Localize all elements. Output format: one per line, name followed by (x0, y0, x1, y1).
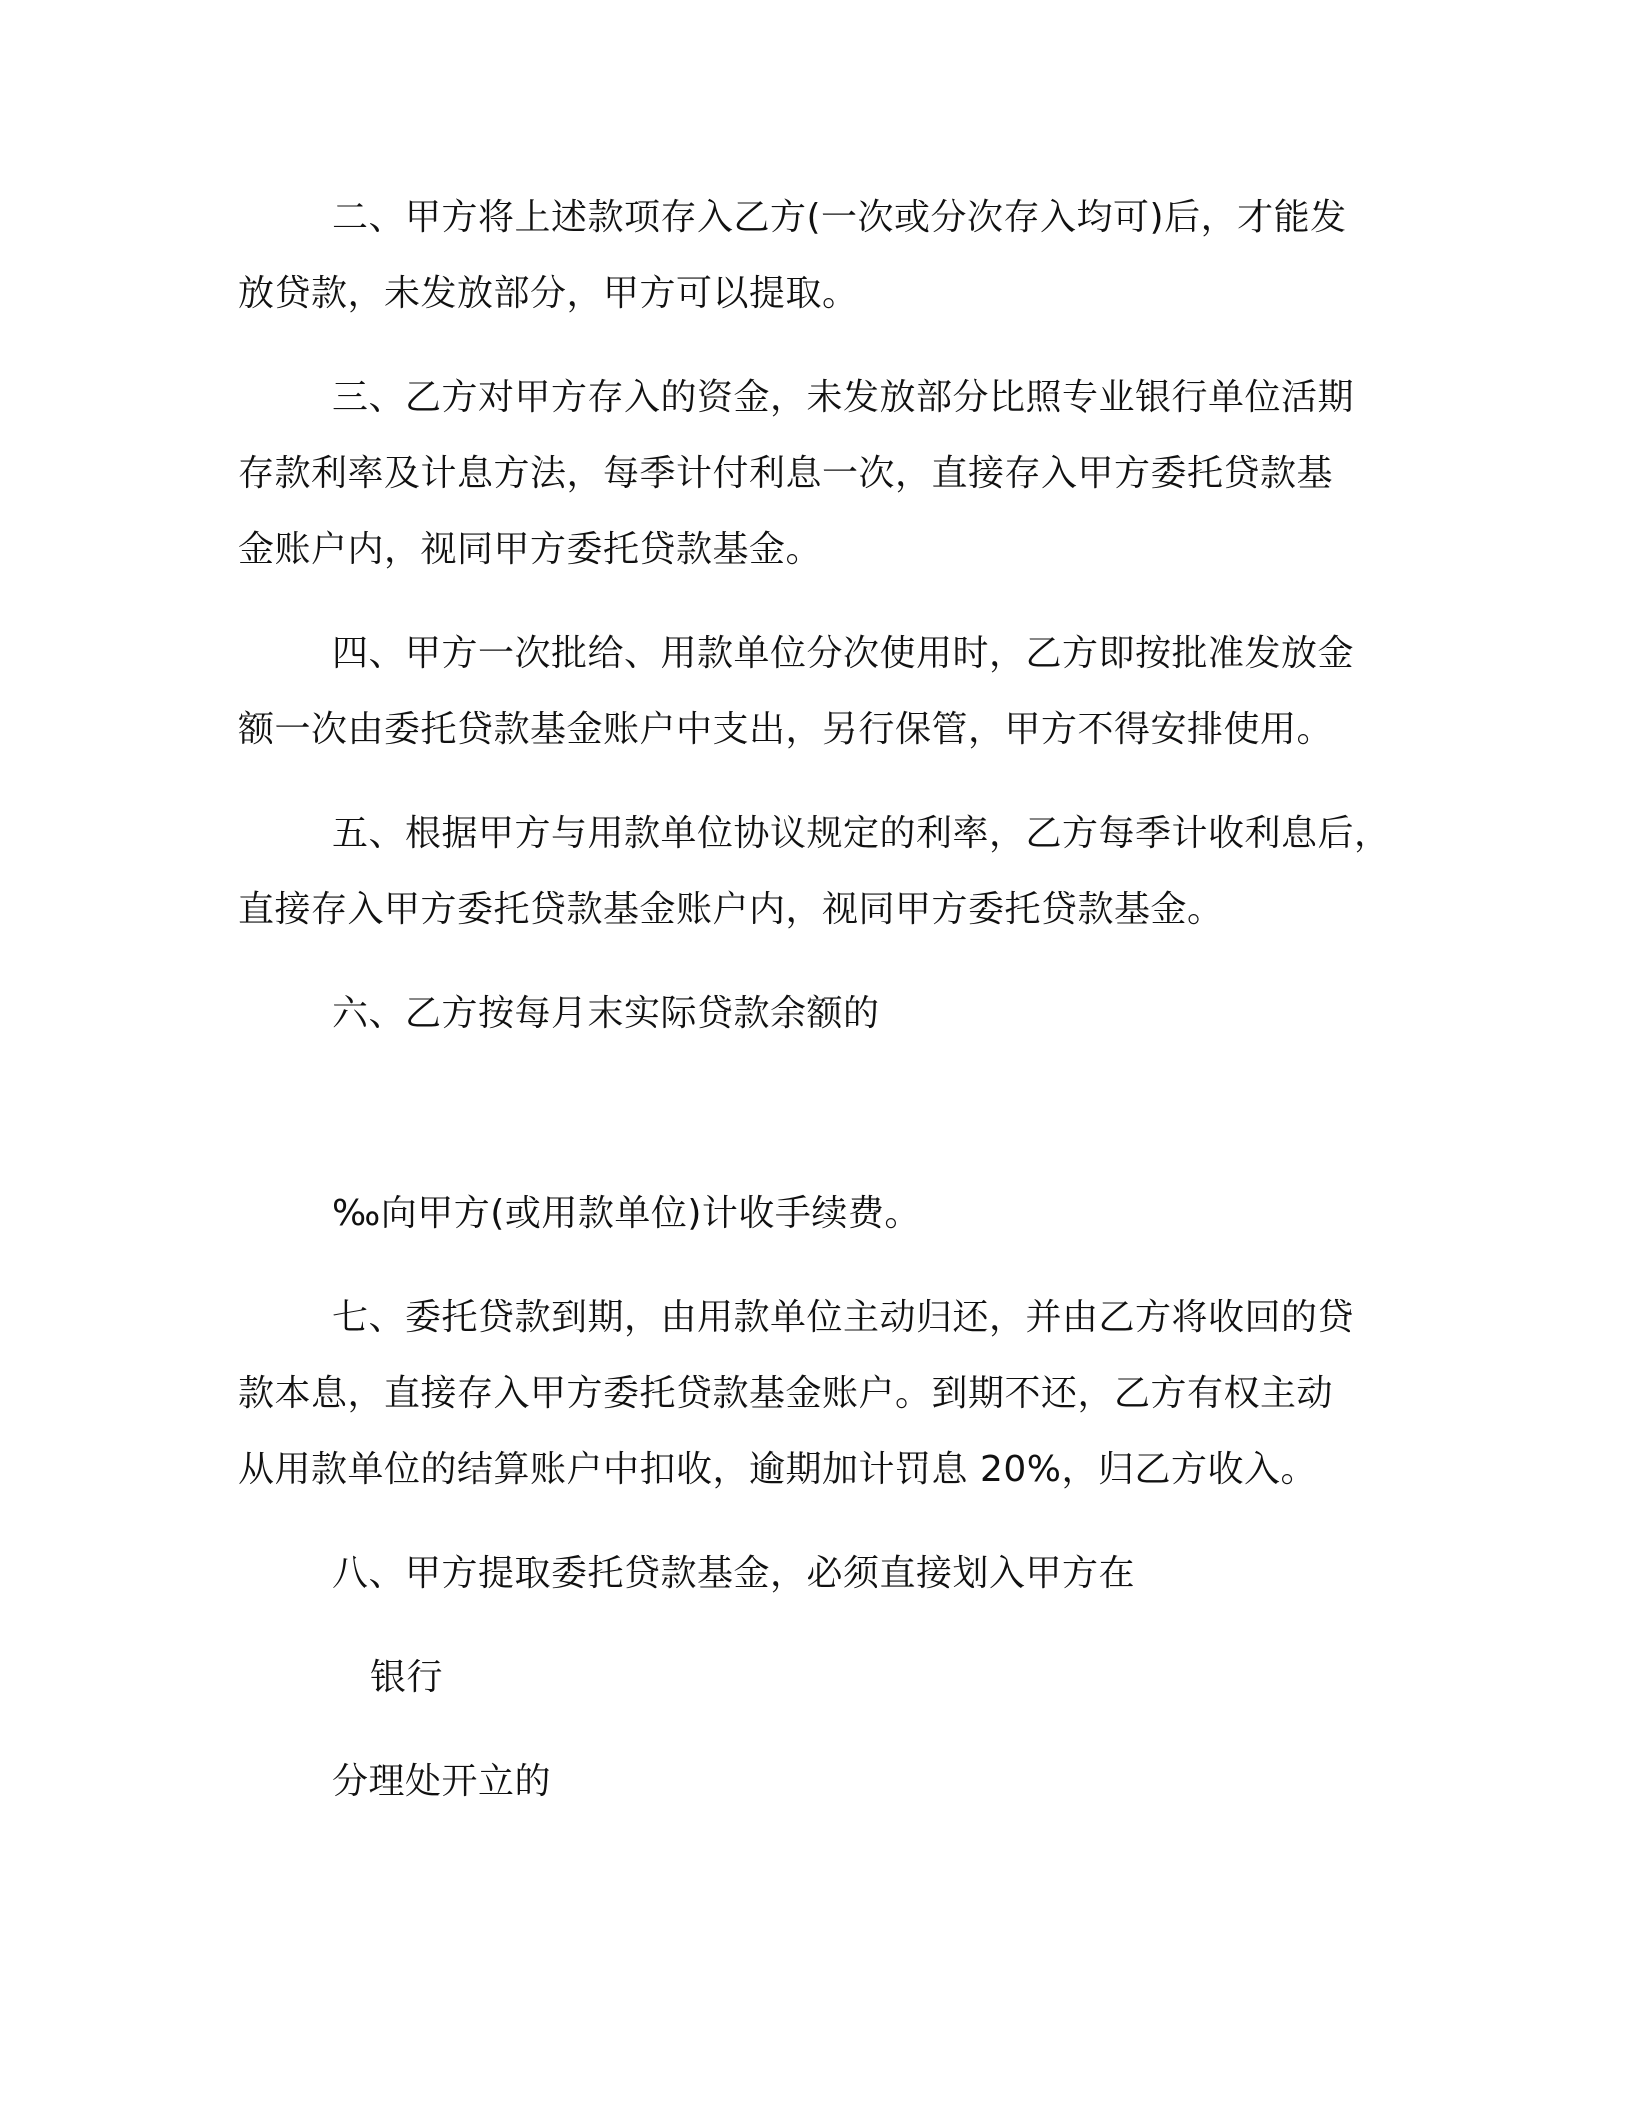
clause-5-line-1: 五、根据甲方与用款单位协议规定的利率，乙方每季计收利息后， (332, 813, 1391, 854)
clause-4-line-1: 四、甲方一次批给、用款单位分次使用时，乙方即按批准发放金 (332, 633, 1355, 674)
clause-7-line-3: 从用款单位的结算账户中扣收，逾期加计罚息 20%，归乙方收入。 (238, 1449, 1317, 1490)
clause-3-line-2: 存款利率及计息方法，每季计付利息一次，直接存入甲方委托贷款基 (238, 453, 1334, 494)
clause-2-line-1: 二、甲方将上述款项存入乙方(一次或分次存入均可)后，才能发 (332, 197, 1347, 238)
clause-8-line-2: 银行 (370, 1657, 444, 1698)
clause-6-line-1: 六、乙方按每月末实际贷款余额的 (332, 993, 880, 1034)
clause-3-line-3: 金账户内，视同甲方委托贷款基金。 (238, 529, 823, 570)
clause-8-line-1: 八、甲方提取委托贷款基金，必须直接划入甲方在 (332, 1553, 1136, 1594)
clause-6-line-2: ‰向甲方(或用款单位)计收手续费。 (332, 1193, 921, 1234)
clause-2-line-2: 放贷款，未发放部分，甲方可以提取。 (238, 273, 859, 314)
clause-5-line-2: 直接存入甲方委托贷款基金账户内，视同甲方委托贷款基金。 (238, 889, 1224, 930)
clause-7-line-2: 款本息，直接存入甲方委托贷款基金账户。到期不还，乙方有权主动 (238, 1373, 1334, 1414)
clause-3-line-1: 三、乙方对甲方存入的资金，未发放部分比照专业银行单位活期 (332, 377, 1355, 418)
clause-8-line-3: 分理处开立的 (332, 1761, 552, 1802)
clause-7-line-1: 七、委托贷款到期，由用款单位主动归还，并由乙方将收回的贷 (332, 1297, 1355, 1338)
clause-4-line-2: 额一次由委托贷款基金账户中支出，另行保管，甲方不得安排使用。 (238, 709, 1334, 750)
